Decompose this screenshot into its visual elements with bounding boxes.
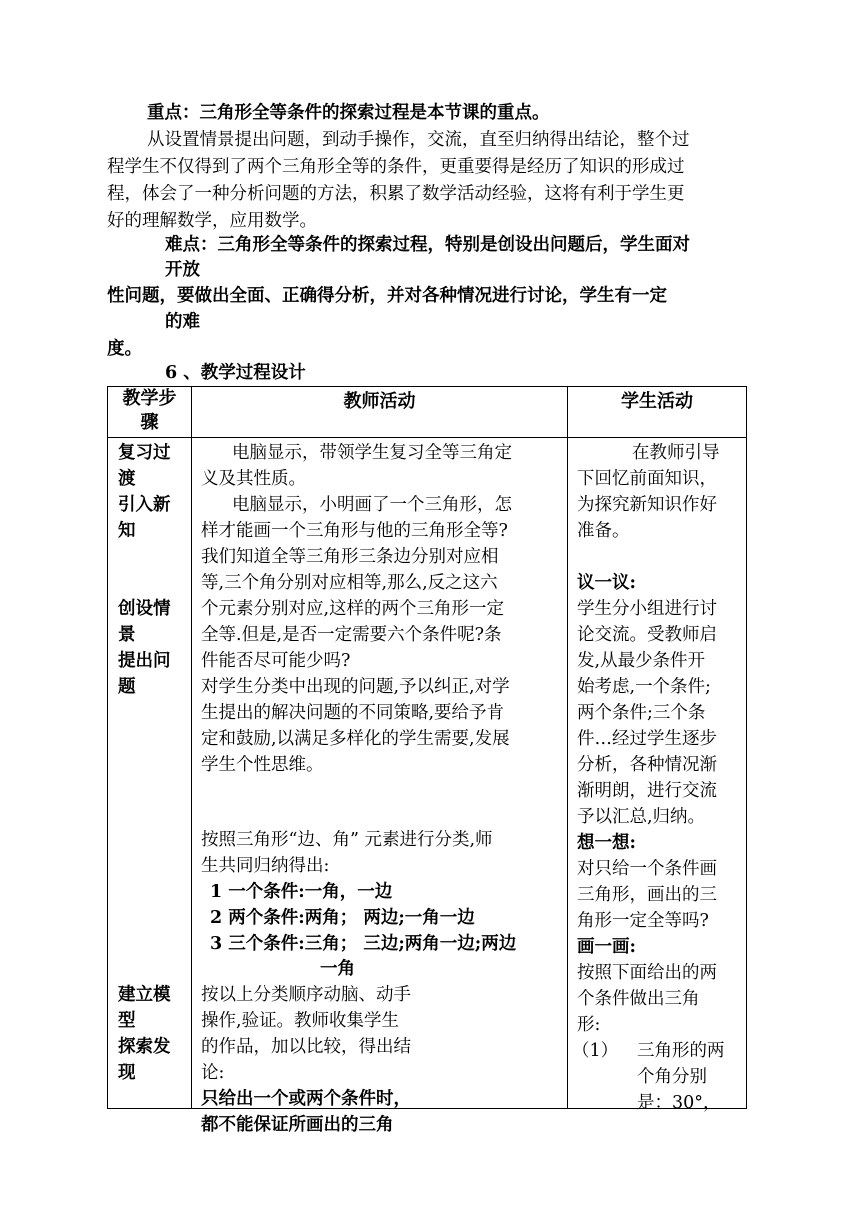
teacher-line: 对学生分类中出现的问题,予以纠正,对学: [201, 677, 510, 697]
step-label: 引入新: [118, 495, 171, 515]
step-label: 渡: [118, 469, 136, 489]
intro-paragraph-line: 程学生不仅得到了两个三角形全等的条件，更重要得是经历了知识的形成过: [107, 157, 685, 177]
teacher-line: 等,三个角分别对应相等,那么,反之这六: [201, 573, 498, 593]
condition-item: 2 两个条件:两角； 两边;一角一边: [210, 908, 475, 928]
student-line: 准备。: [577, 521, 630, 541]
difficulty-line: 度。: [107, 339, 142, 359]
student-line: 个条件做出三角: [577, 989, 700, 1009]
teaching-process-table: [107, 386, 747, 1135]
teacher-line: 学生个性思维。: [201, 755, 324, 775]
student-line: 角形一定全等吗?: [577, 911, 709, 931]
student-line: 件…经过学生逐步: [577, 729, 717, 749]
activity-heading: 想一想:: [577, 833, 636, 853]
student-line: 按照下面给出的两: [577, 963, 717, 983]
header-steps-line: 骤: [140, 412, 159, 433]
student-line: 分析，各种情况渐: [577, 755, 717, 775]
header-teacher: 教师活动: [192, 387, 568, 438]
step-label: 景: [118, 625, 136, 645]
student-line: 始考虑,一个条件;: [577, 677, 711, 697]
teacher-line: 个元素分别对应,这样的两个三角形一定: [201, 599, 505, 619]
teacher-line: 生提出的解决问题的不同策略,要给予肯: [201, 703, 505, 723]
key-point: 重点：三角形全等条件的探索过程是本节课的重点。: [147, 103, 550, 123]
step-label: 建立模: [118, 985, 171, 1005]
table-row: [108, 438, 747, 1109]
teacher-line: 样才能画一个三角形与他的三角形全等?: [201, 521, 508, 541]
intro-paragraph-line: 程，体会了一种分析问题的方法，积累了数学活动经验，这将有利于学生更: [107, 184, 685, 204]
table-header-row: [108, 387, 747, 438]
teacher-line: 件能否尽可能少吗?: [201, 651, 351, 671]
intro-paragraph-line: 从设置情景提出问题，到动手操作，交流，直至归纳得出结论，整个过: [147, 130, 690, 150]
step-label: 题: [118, 677, 136, 697]
student-activity-cell: [568, 438, 747, 1113]
condition-item: 1 一个条件:一角，一边: [210, 882, 393, 902]
difficulty-line: 难点：三角形全等条件的探索过程，特别是创设出问题后，学生面对: [165, 235, 690, 255]
student-line: 论交流。受教师启: [577, 625, 717, 645]
teacher-line: 生共同归纳得出:: [201, 856, 330, 876]
step-label: 复习过: [118, 443, 171, 463]
header-steps: [108, 387, 192, 438]
list-item-number: （1）: [572, 1041, 619, 1061]
student-line: 三角形，画出的三: [577, 885, 717, 905]
header-student: 学生活动: [568, 387, 747, 438]
teacher-line: 义及其性质。: [201, 469, 306, 489]
teacher-line: 我们知道全等三角形三条边分别对应相: [201, 547, 499, 567]
student-line: 下回忆前面知识，: [577, 469, 717, 489]
step-label: 创设情: [118, 599, 171, 619]
difficulty-line: 的难: [165, 312, 200, 332]
activity-heading: 议一议:: [577, 573, 636, 593]
teacher-line: 操作,验证。教师收集学生: [201, 1011, 400, 1031]
header-steps-line: 教学步: [122, 388, 177, 409]
difficulty-line: 开放: [165, 260, 200, 280]
steps-cell: [108, 438, 192, 1109]
teacher-line: 论:: [201, 1063, 225, 1083]
teacher-line: 按照三角形“边、角” 元素进行分类,师: [201, 830, 493, 850]
student-line: 在教师引导: [632, 443, 720, 463]
condition-item: 一角: [320, 959, 355, 979]
difficulty-line: 性问题，要做出全面、正确得分析，并对各种情况进行讨论，学生有一定: [107, 286, 667, 306]
student-line: 三角形的两: [637, 1041, 725, 1061]
condition-item: 3 三个条件:三角； 三边;两角一边;两边: [210, 934, 517, 954]
student-line: 学生分小组进行讨: [577, 599, 717, 619]
section-heading: 6 、教学过程设计: [165, 363, 306, 383]
student-line: 为探究新知识作好: [577, 495, 717, 515]
teacher-line: 全等.但是,是否一定需要六个条件呢?条: [201, 625, 502, 645]
teacher-line: 按以上分类顺序动脑、动手: [201, 985, 411, 1005]
student-line: 形:: [577, 1015, 601, 1035]
student-line: 发,从最少条件开: [577, 651, 706, 671]
step-label: 现: [118, 1063, 136, 1083]
intro-paragraph-line: 好的理解数学，应用数学。: [107, 211, 317, 231]
teacher-line: 定和鼓励,以满足多样化的学生需要,发展: [201, 729, 510, 749]
student-line: 渐明朗，进行交流: [577, 781, 717, 801]
student-line: 对只给一个条件画: [577, 859, 717, 879]
activity-heading: 画一画:: [577, 937, 636, 957]
step-label: 知: [118, 521, 136, 541]
student-line: 两个条件;三个条: [577, 703, 706, 723]
teacher-line: 电脑显示，小明画了一个三角形，怎: [232, 495, 512, 515]
conclusion-line: 都不能保证所画出的三角: [201, 1115, 394, 1135]
teacher-activity-cell: [192, 438, 568, 1135]
teacher-line: 的作品，加以比较，得出结: [201, 1037, 411, 1057]
teacher-line: 电脑显示，带领学生复习全等三角定: [232, 443, 512, 463]
student-line: 个角分别: [637, 1067, 707, 1087]
student-line: 是：30°，: [637, 1093, 721, 1113]
student-line: 予以汇总,归纳。: [577, 807, 706, 827]
step-label: 探索发: [118, 1037, 171, 1057]
conclusion-line: 只给出一个或两个条件时，: [201, 1089, 411, 1109]
step-label: 型: [118, 1011, 136, 1031]
step-label: 提出问: [118, 651, 171, 671]
